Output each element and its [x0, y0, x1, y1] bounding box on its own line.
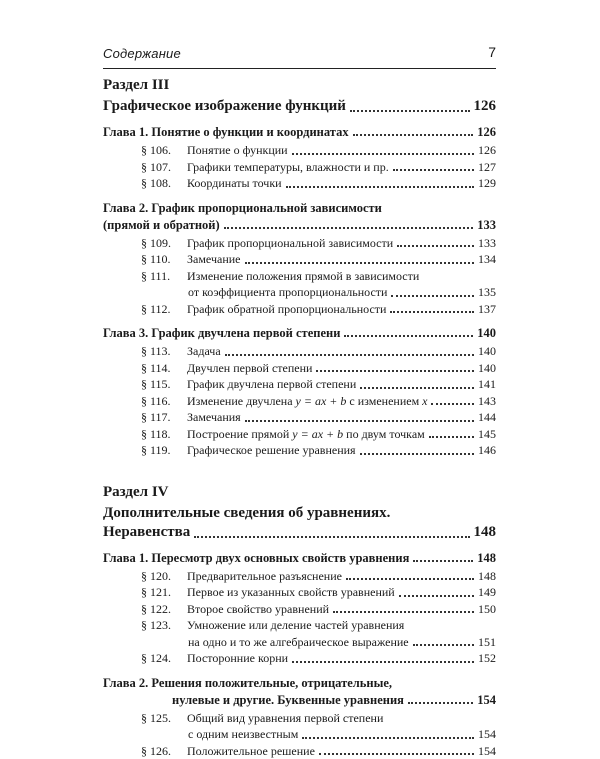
dot-leader	[399, 595, 474, 597]
dot-leader	[302, 737, 474, 739]
page-ref: 148	[478, 569, 496, 585]
dot-leader	[353, 134, 474, 136]
toc-entry-paragraph[interactable]	[141, 302, 496, 318]
toc-entry-paragraph[interactable]	[188, 727, 496, 743]
paragraph-title: Замечания	[187, 410, 241, 424]
paragraph-number: § 108.	[141, 176, 187, 192]
chapter-title: (прямой и обратной)	[103, 217, 220, 233]
paragraph-number: § 117.	[141, 410, 187, 426]
page-ref: 126	[477, 124, 496, 140]
page-ref: 129	[478, 176, 496, 192]
paragraph-title: Второе свойство уравнений	[187, 602, 329, 616]
paragraph-title: Замечание	[187, 252, 241, 266]
section-label: Раздел III	[103, 76, 496, 95]
dot-leader	[413, 644, 474, 646]
paragraph-number: § 111.	[141, 269, 187, 285]
paragraph-title-line	[141, 269, 496, 285]
page-ref: 134	[478, 252, 496, 268]
page-ref: 148	[474, 523, 497, 542]
page-ref: 140	[478, 361, 496, 377]
paragraph-number: § 124.	[141, 651, 187, 667]
page-ref: 149	[478, 585, 496, 601]
dot-leader	[225, 354, 474, 356]
dot-leader	[346, 578, 474, 580]
section-title: Неравенства	[103, 523, 190, 542]
paragraph-title: Графическое решение уравнения	[187, 443, 356, 457]
page-ref: 127	[478, 160, 496, 176]
page-ref: 146	[478, 443, 496, 459]
paragraph-number: § 107.	[141, 160, 187, 176]
paragraph-title: Координаты точки	[187, 176, 282, 190]
paragraph-title-cont: от коэффициента пропорциональности	[188, 285, 387, 301]
paragraph-number: § 110.	[141, 252, 187, 268]
paragraph-title: Изменение положения прямой в зависимости	[187, 269, 419, 283]
paragraph-title: Общий вид уравнения первой степени	[187, 711, 383, 725]
toc-entry-section[interactable]	[103, 97, 496, 116]
chapter-title-line: Глава 2. График пропорциональной зависимости	[103, 200, 496, 216]
toc-entry-paragraph[interactable]	[141, 361, 496, 377]
paragraph-title: с изменением	[346, 394, 422, 408]
dot-leader	[350, 110, 470, 112]
paragraph-title: Посторонние корни	[187, 651, 288, 665]
toc-entry-paragraph[interactable]	[141, 427, 496, 443]
paragraph-title-line	[141, 618, 496, 634]
page-ref: 151	[478, 635, 496, 651]
paragraph-title: по двум точкам	[343, 427, 425, 441]
page-ref: 140	[477, 325, 496, 341]
toc-entry-chapter[interactable]	[103, 217, 496, 233]
paragraph-number: § 106.	[141, 143, 187, 159]
chapter-title: нулевые и другие. Буквенные уравнения	[172, 692, 404, 708]
paragraph-number: § 123.	[141, 618, 187, 634]
page-ref: 150	[478, 602, 496, 618]
paragraph-title: Построение прямой	[187, 427, 292, 441]
page-ref: 148	[477, 550, 496, 566]
section-title: Графическое изображение функций	[103, 97, 346, 116]
paragraph-number: § 113.	[141, 344, 187, 360]
page-ref: 152	[478, 651, 496, 667]
dot-leader	[319, 753, 474, 755]
chapter-title-line: Глава 2. Решения положительные, отрицательные,	[103, 675, 496, 691]
paragraph-title: Двучлен первой степени	[187, 361, 312, 375]
toc-entry-paragraph[interactable]	[188, 635, 496, 651]
paragraph-title: Первое из указанных свойств уравнений	[187, 585, 395, 599]
paragraph-number: § 116.	[141, 394, 187, 410]
paragraph-title: График двучлена первой степени	[187, 377, 356, 391]
paragraph-title: График обратной пропорциональности	[187, 302, 386, 316]
page-ref: 154	[478, 744, 496, 759]
page-ref: 133	[478, 236, 496, 252]
math-formula: y = ax + b	[296, 394, 347, 408]
page-ref: 154	[477, 692, 496, 708]
dot-leader	[429, 436, 474, 438]
dot-leader	[391, 295, 474, 297]
toc-entry-paragraph[interactable]	[141, 585, 496, 601]
page-ref: 154	[478, 727, 496, 743]
paragraph-title: Графики температуры, влажности и пр.	[187, 160, 389, 174]
dot-leader	[390, 311, 474, 313]
dot-leader	[333, 611, 474, 613]
paragraph-title: Изменение двучлена	[187, 394, 296, 408]
toc-entry-paragraph[interactable]	[141, 569, 496, 585]
section-label: Раздел IV	[103, 483, 496, 502]
toc-entry-paragraph[interactable]	[188, 285, 496, 301]
toc-entry-paragraph[interactable]	[141, 410, 496, 426]
math-formula: y = ax + b	[292, 427, 343, 441]
paragraph-title-cont: на одно и то же алгебраическое выражение	[188, 635, 409, 651]
toc-entry-paragraph[interactable]	[141, 377, 496, 393]
dot-leader	[393, 169, 474, 171]
page-ref: 126	[474, 97, 497, 116]
paragraph-number: § 118.	[141, 427, 187, 443]
dot-leader	[292, 153, 474, 155]
toc-entry-chapter[interactable]	[103, 124, 496, 140]
toc-entry-paragraph[interactable]	[141, 236, 496, 252]
paragraph-title: Предварительное разъяснение	[187, 569, 342, 583]
toc-entry-chapter[interactable]	[103, 550, 496, 566]
paragraph-number: § 109.	[141, 236, 187, 252]
paragraph-number: § 112.	[141, 302, 187, 318]
dot-leader	[344, 335, 473, 337]
chapter-title: Глава 1. Пересмотр двух основных свойств уравнения	[103, 550, 409, 566]
math-variable: x	[422, 394, 427, 408]
paragraph-title: Умножение или деление частей уравнения	[187, 618, 404, 632]
paragraph-number: § 126.	[141, 744, 187, 759]
dot-leader	[360, 387, 474, 389]
dot-leader	[292, 661, 474, 663]
paragraph-title: Понятие о функции	[187, 143, 288, 157]
page-ref: 143	[478, 394, 496, 410]
dot-leader	[360, 453, 474, 455]
running-header	[103, 46, 496, 69]
toc-entry-paragraph[interactable]	[141, 651, 496, 667]
page-ref: 140	[478, 344, 496, 360]
dot-leader	[245, 420, 474, 422]
paragraph-title: Задача	[187, 344, 221, 358]
paragraph-number: § 125.	[141, 711, 187, 727]
paragraph-number: § 122.	[141, 602, 187, 618]
header-title: Содержание	[103, 46, 181, 61]
toc-entry-paragraph[interactable]	[141, 394, 496, 410]
page-number: 7	[488, 44, 496, 60]
toc-entry-paragraph[interactable]	[141, 602, 496, 618]
paragraph-title: График пропорциональной зависимости	[187, 236, 393, 250]
chapter-title: Глава 1. Понятие о функции и координатах	[103, 124, 349, 140]
dot-leader	[397, 245, 474, 247]
toc-entry-chapter[interactable]	[103, 325, 496, 341]
toc-entry-paragraph[interactable]	[141, 344, 496, 360]
toc-entry-section[interactable]	[103, 523, 496, 542]
page-ref: 133	[477, 217, 496, 233]
dot-leader	[245, 262, 475, 264]
page-ref: 144	[478, 410, 496, 426]
page-ref: 135	[478, 285, 496, 301]
toc-entry-paragraph[interactable]	[141, 143, 496, 159]
page-ref: 145	[478, 427, 496, 443]
dot-leader	[224, 227, 474, 229]
page-ref: 126	[478, 143, 496, 159]
page-ref: 137	[478, 302, 496, 318]
paragraph-number: § 120.	[141, 569, 187, 585]
section-title-line: Дополнительные сведения об уравнениях.	[103, 504, 496, 523]
dot-leader	[316, 370, 474, 372]
dot-leader	[431, 403, 474, 405]
paragraph-title-line	[141, 711, 496, 727]
page-ref: 141	[478, 377, 496, 393]
paragraph-number: § 114.	[141, 361, 187, 377]
paragraph-number: § 115.	[141, 377, 187, 393]
toc-entry-paragraph[interactable]	[141, 443, 496, 459]
toc-entry-paragraph[interactable]	[141, 744, 496, 759]
dot-leader	[286, 186, 474, 188]
dot-leader	[194, 536, 469, 538]
dot-leader	[408, 702, 473, 704]
toc-entry-paragraph[interactable]	[141, 252, 496, 268]
paragraph-title: Положительное решение	[187, 744, 315, 758]
chapter-title: Глава 3. График двучлена первой степени	[103, 325, 340, 341]
dot-leader	[413, 560, 473, 562]
toc-entry-chapter[interactable]	[103, 692, 496, 708]
toc-entry-paragraph[interactable]	[141, 160, 496, 176]
paragraph-title-cont: с одним неизвестным	[188, 727, 298, 743]
paragraph-number: § 121.	[141, 585, 187, 601]
paragraph-number: § 119.	[141, 443, 187, 459]
toc-entry-paragraph[interactable]	[141, 176, 496, 192]
table-of-contents	[103, 76, 496, 759]
